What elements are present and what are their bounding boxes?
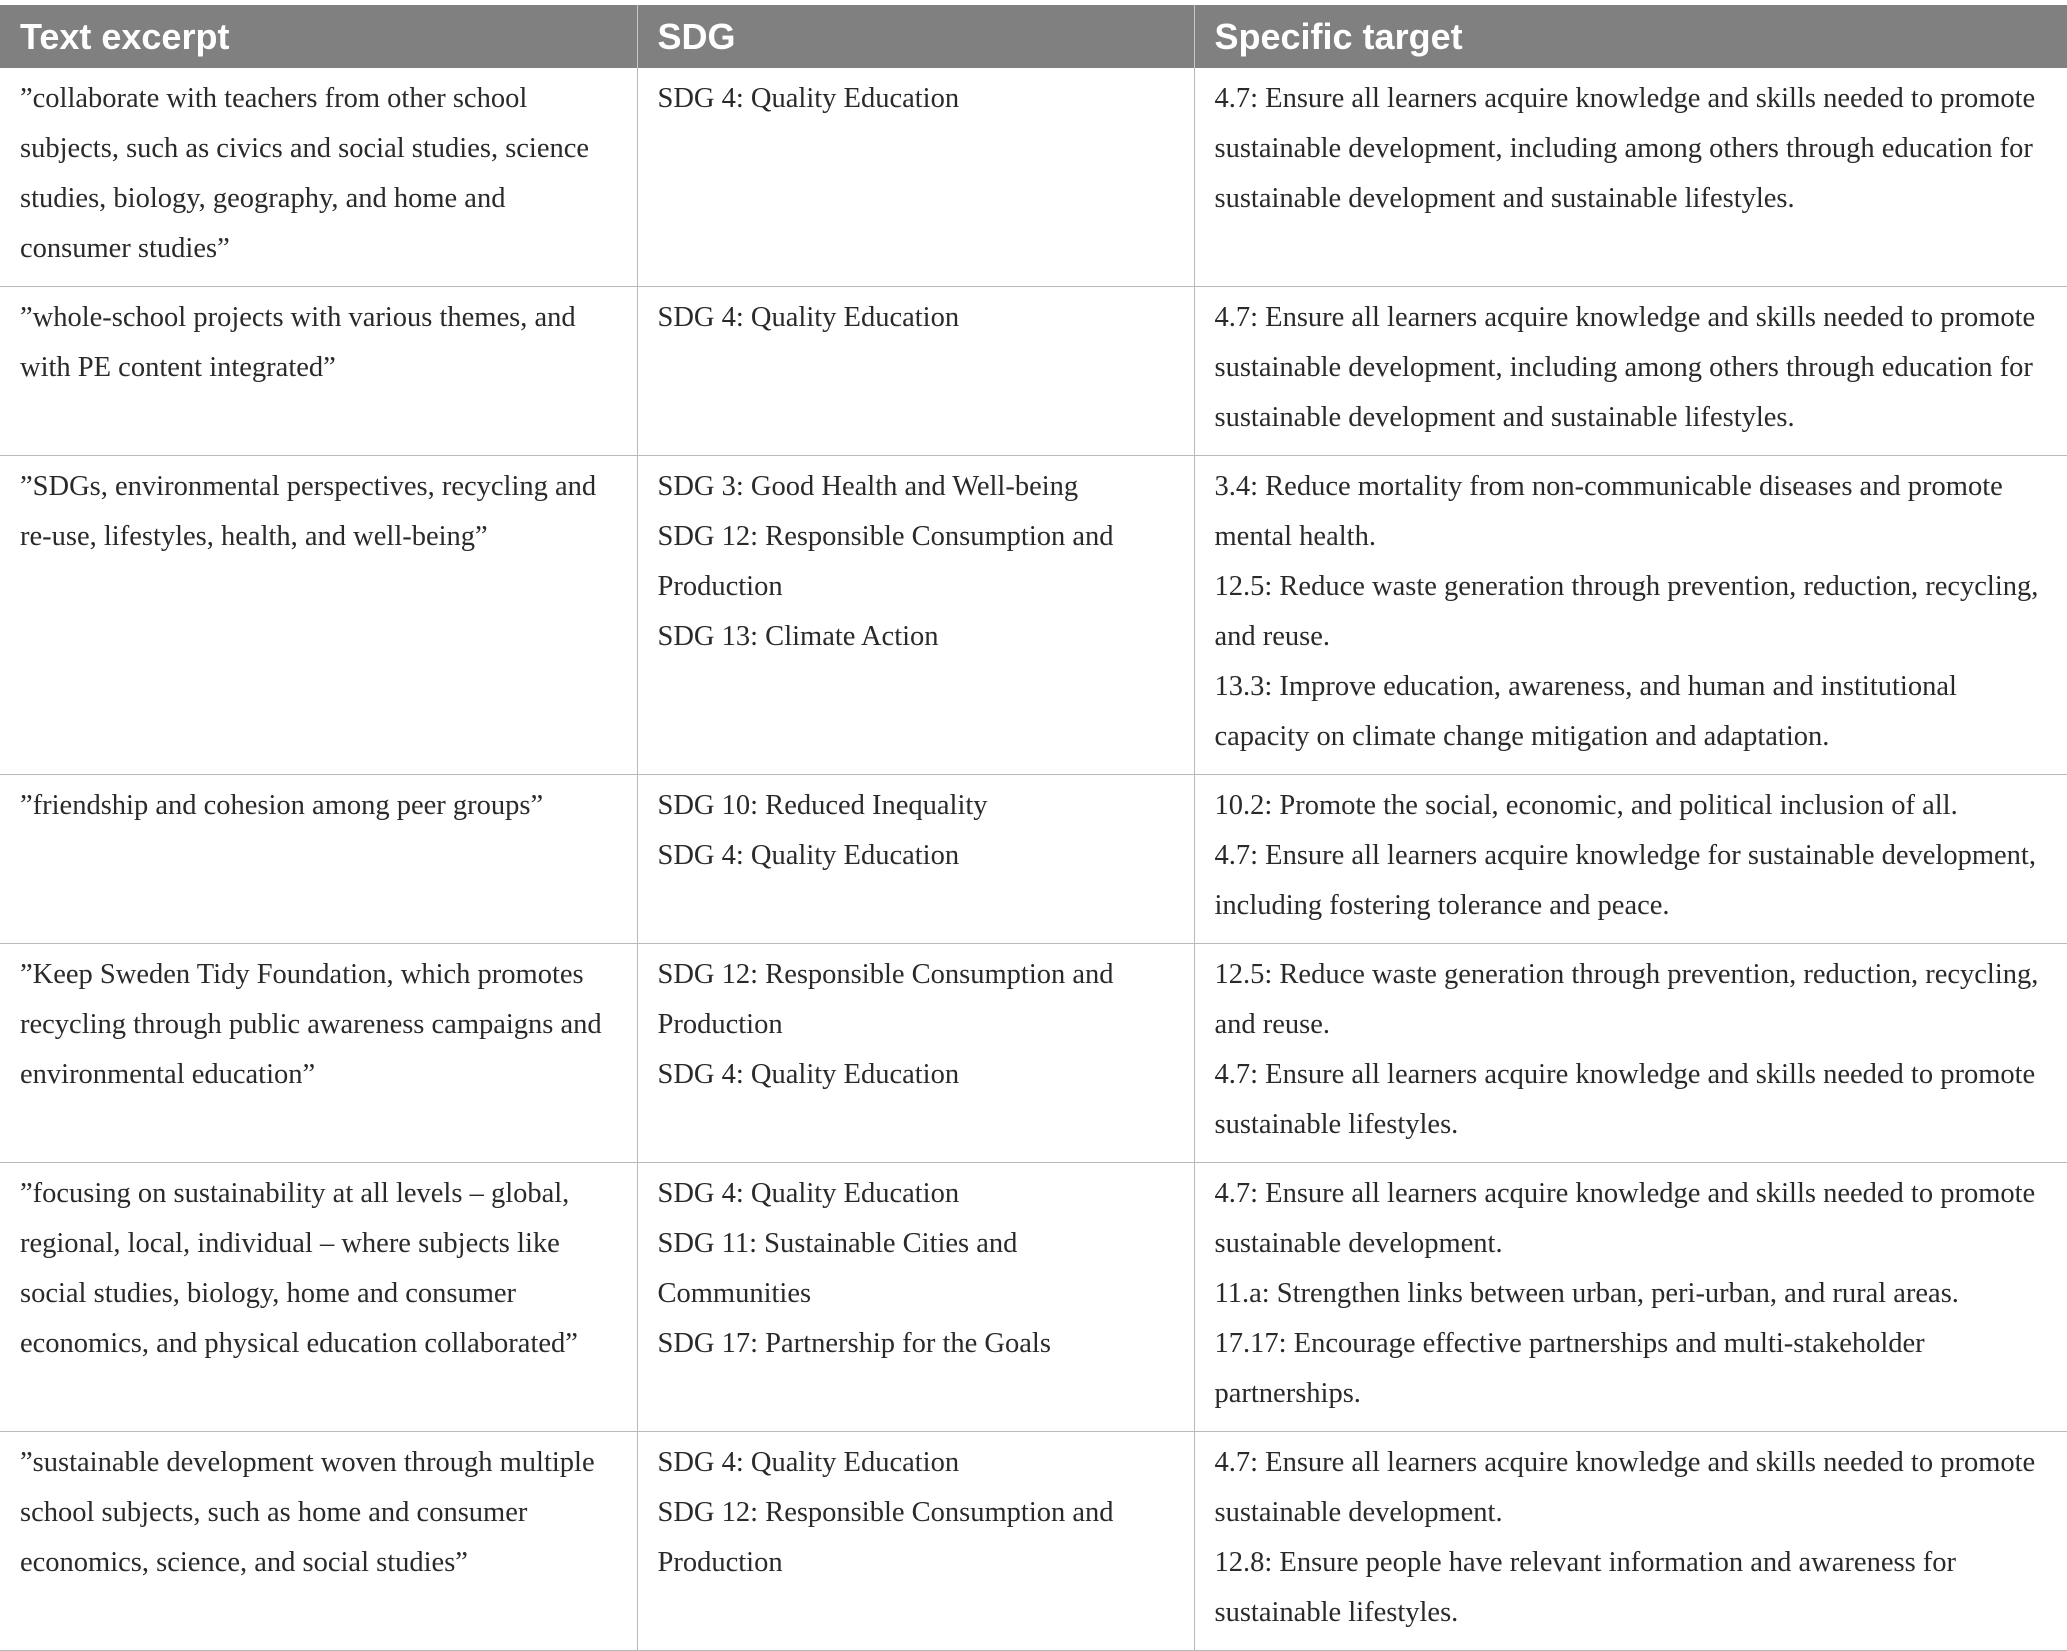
sdg-cell <box>637 68 1194 287</box>
sdg-entry: SDG 4: Quality Education <box>657 83 960 114</box>
sdg-entry: SDG 12: Responsible Consumption and Production <box>657 521 1114 602</box>
target-entry: 4.7: Ensure all learners acquire knowledge and skills needed to promote sustainable lifestyles. <box>1214 1059 2036 1140</box>
sdg-table <box>0 5 2067 1651</box>
sdg-entry: SDG 3: Good Health and Well-being <box>657 471 1079 502</box>
table-header <box>0 5 2067 68</box>
target-entry: 12.8: Ensure people have relevant information and awareness for sustainable lifestyles. <box>1214 1547 1957 1628</box>
text-excerpt-cell: ”focusing on sustainability at all levels – global, regional, local, individual – where subjects like social studies, biology, home and consumer economics, and physical education collaborated” <box>0 1163 637 1432</box>
target-entry: 12.5: Reduce waste generation through prevention, reduction, recycling, and reuse. <box>1214 571 2039 652</box>
table-body <box>0 68 2067 1651</box>
target-entry: 12.5: Reduce waste generation through prevention, reduction, recycling, and reuse. <box>1214 959 2039 1040</box>
sdg-cell <box>637 775 1194 944</box>
text-excerpt-cell: ”friendship and cohesion among peer groups” <box>0 775 637 944</box>
sdg-entry: SDG 4: Quality Education <box>657 302 960 333</box>
specific-target-cell <box>1194 944 2067 1163</box>
sdg-entry: SDG 10: Reduced Inequality <box>657 790 988 821</box>
table-row <box>0 287 2067 456</box>
header-text-excerpt: Text excerpt <box>0 5 637 68</box>
text-excerpt-cell: ”sustainable development woven through multiple school subjects, such as home and consumer economics, science, and social studies” <box>0 1432 637 1651</box>
target-entry: 4.7: Ensure all learners acquire knowledge and skills needed to promote sustainable development. <box>1214 1447 2036 1528</box>
target-entry: 4.7: Ensure all learners acquire knowledge and skills needed to promote sustainable development, including among others through education for sustainable development and sustainable lifestyles. <box>1214 302 2036 433</box>
text-excerpt-cell: ”SDGs, environmental perspectives, recycling and re-use, lifestyles, health, and well-being” <box>0 456 637 775</box>
sdg-cell <box>637 944 1194 1163</box>
target-entry: 13.3: Improve education, awareness, and human and institutional capacity on climate change mitigation and adaptation. <box>1214 671 1957 752</box>
target-entry: 11.a: Strengthen links between urban, peri-urban, and rural areas. <box>1214 1278 1959 1309</box>
header-sdg: SDG <box>637 5 1194 68</box>
text-excerpt-cell: ”Keep Sweden Tidy Foundation, which promotes recycling through public awareness campaigns and environmental education” <box>0 944 637 1163</box>
target-entry: 4.7: Ensure all learners acquire knowledge and skills needed to promote sustainable development. <box>1214 1178 2036 1259</box>
sdg-entry: SDG 4: Quality Education <box>657 840 960 871</box>
table-row <box>0 775 2067 944</box>
sdg-entry: SDG 13: Climate Action <box>657 621 939 652</box>
target-entry: 10.2: Promote the social, economic, and political inclusion of all. <box>1214 790 1958 821</box>
sdg-cell <box>637 1163 1194 1432</box>
sdg-entry: SDG 17: Partnership for the Goals <box>657 1328 1051 1359</box>
target-entry: 17.17: Encourage effective partnerships and multi-stakeholder partnerships. <box>1214 1328 1925 1409</box>
sdg-cell <box>637 456 1194 775</box>
text-excerpt-cell: ”collaborate with teachers from other school subjects, such as civics and social studies, science studies, biology, geography, and home and consumer studies” <box>0 68 637 287</box>
table-row <box>0 1163 2067 1432</box>
sdg-entry: SDG 4: Quality Education <box>657 1447 960 1478</box>
sdg-entry: SDG 4: Quality Education <box>657 1059 960 1090</box>
sdg-entry: SDG 12: Responsible Consumption and Production <box>657 959 1114 1040</box>
table-row <box>0 68 2067 287</box>
sdg-cell <box>637 287 1194 456</box>
text-excerpt-cell: ”whole-school projects with various themes, and with PE content integrated” <box>0 287 637 456</box>
sdg-entry: SDG 11: Sustainable Cities and Communities <box>657 1228 1018 1309</box>
specific-target-cell <box>1194 775 2067 944</box>
specific-target-cell <box>1194 1163 2067 1432</box>
sdg-entry: SDG 12: Responsible Consumption and Production <box>657 1497 1114 1578</box>
header-row <box>0 5 2067 68</box>
target-entry: 4.7: Ensure all learners acquire knowledge and skills needed to promote sustainable development, including among others through education for sustainable development and sustainable lifestyles. <box>1214 83 2036 214</box>
specific-target-cell <box>1194 287 2067 456</box>
header-specific-target: Specific target <box>1194 5 2067 68</box>
specific-target-cell <box>1194 68 2067 287</box>
table-row <box>0 456 2067 775</box>
target-entry: 4.7: Ensure all learners acquire knowledge for sustainable development, including fostering tolerance and peace. <box>1214 840 2036 921</box>
table-row <box>0 944 2067 1163</box>
target-entry: 3.4: Reduce mortality from non-communicable diseases and promote mental health. <box>1214 471 2003 552</box>
sdg-entry: SDG 4: Quality Education <box>657 1178 960 1209</box>
specific-target-cell <box>1194 456 2067 775</box>
